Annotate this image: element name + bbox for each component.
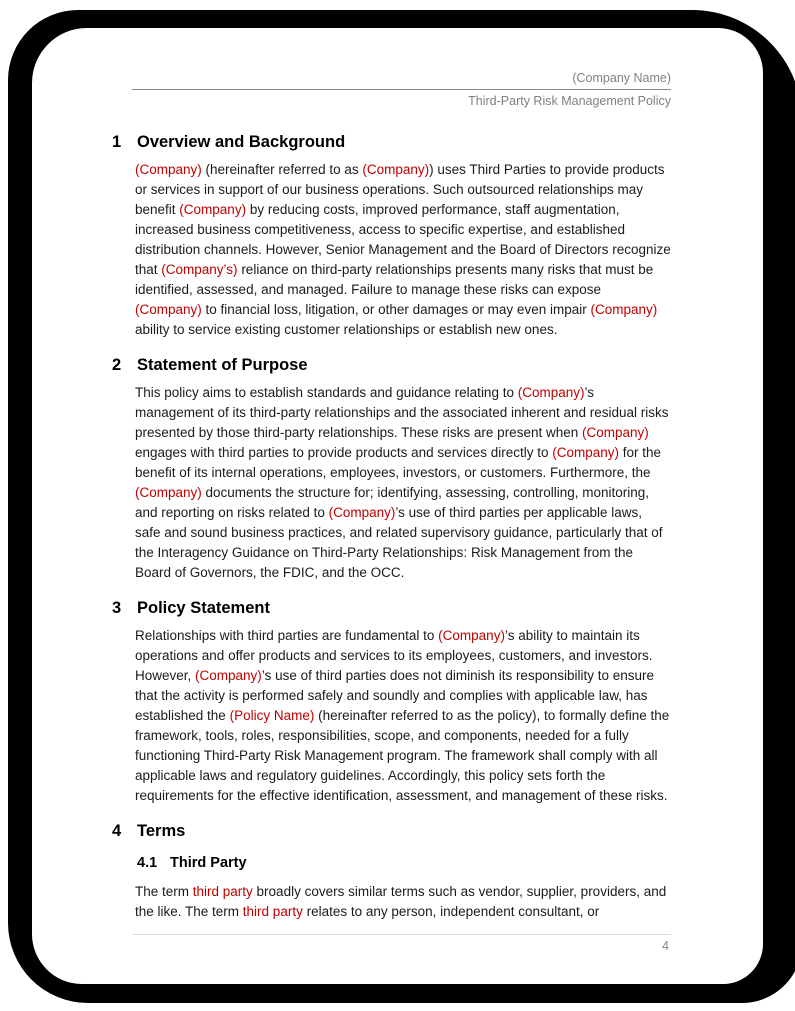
- section-title: Terms: [137, 822, 186, 840]
- section-number: 4: [112, 822, 122, 840]
- subsection-third-party: [112, 854, 671, 922]
- red-placeholder-text: (Company): [195, 668, 262, 683]
- body-text-segment: for the benefit of its internal operations, employees, investors, or customers. Furthermore, the: [135, 445, 662, 480]
- body-text-segment: broadly covers similar terms such as vendor, supplier, providers, and the like. The term: [135, 884, 667, 919]
- section-policy-statement: [112, 597, 671, 806]
- section-paragraph: [135, 626, 671, 806]
- red-placeholder-text: third party: [192, 884, 253, 899]
- section-title: Overview and Background: [137, 133, 346, 151]
- section-heading: [112, 354, 671, 376]
- red-placeholder-text: (Company): [362, 162, 430, 177]
- body-text-segment: ’s use of third parties does not diminish its responsibility to ensure that the activity is performed safely and soundly and complies with applicable law, has established the: [135, 668, 655, 723]
- red-placeholder-text: (Company): [328, 505, 396, 520]
- body-text-segment: Relationships with third parties are fundamental to: [135, 628, 439, 643]
- section-statement-of-purpose: [112, 354, 671, 583]
- section-number: 1: [112, 133, 122, 151]
- section-terms: [112, 820, 671, 842]
- red-placeholder-text: (Policy Name): [229, 708, 315, 723]
- section-overview-and-background: [112, 131, 671, 340]
- section-paragraph: [135, 160, 671, 340]
- body-text-segment: (hereinafter referred to as: [201, 162, 363, 177]
- section-heading: [112, 597, 671, 619]
- body-text-segment: ) uses Third Parties to provide products or services in support of our business operations. Such outsourced relationships may benefit: [135, 162, 665, 217]
- page-number: 4: [662, 939, 669, 953]
- section-number: 2: [112, 356, 122, 374]
- body-text-segment: reliance on third-party relationships presents many risks that must be identified, assessed, and managed. Failure to manage these risks can expose: [135, 262, 654, 297]
- body-text-segment: The term: [135, 884, 193, 899]
- page-header: [132, 70, 671, 109]
- body-text-segment: ’s use of third parties per applicable laws, safe and sound business practices, and related supervisory guidance, particularly that of the Interagency Guidance on Third-Party Relationships: Risk Management from the Board of Governors, the FDIC, and the OCC.: [135, 505, 663, 580]
- body-text-segment: ’s management of its third-party relationships and the associated inherent and residual risks presented by those third-party relationships. These risks are present when: [135, 385, 669, 440]
- body-text-segment: This policy aims to establish standards and guidance relating to: [135, 385, 518, 400]
- subsection-paragraph: [135, 882, 671, 922]
- body-text-segment: ability to service existing customer relationships or establish new ones.: [135, 322, 558, 337]
- page-footer: [132, 934, 671, 953]
- red-placeholder-text: (Company): [135, 162, 202, 177]
- red-placeholder-text: (Company): [179, 202, 247, 217]
- subsection-heading: [137, 854, 671, 873]
- body-text-segment: ’s ability to maintain its operations and offer products and services to its employees, customers, and investors. However,: [135, 628, 653, 683]
- red-placeholder-text: third party: [242, 904, 303, 919]
- red-placeholder-text: (Company): [135, 485, 202, 500]
- subsection-number: 4.1: [137, 855, 158, 871]
- section-title: Policy Statement: [137, 599, 270, 617]
- section-paragraph: [135, 383, 671, 583]
- red-placeholder-text: (Company): [135, 302, 202, 317]
- section-heading: [112, 131, 671, 153]
- red-placeholder-text: (Company): [517, 385, 585, 400]
- red-placeholder-text: (Company’s): [161, 262, 238, 277]
- header-company-name: (Company Name): [132, 70, 671, 90]
- subsection-title: Third Party: [170, 855, 247, 871]
- body-text-segment: engages with third parties to provide products and services directly to: [135, 445, 553, 460]
- document-page: [32, 28, 763, 984]
- red-placeholder-text: (Company): [552, 445, 619, 460]
- body-text-segment: (hereinafter referred to as the policy), to formally define the framework, tools, roles, responsibilities, scope, and components, needed for a fully functioning Third-Party Risk Management program. The framework shall comply with all applicable laws and regulatory guidelines. Accordingly, this policy sets forth the requirements for the effective identification, assessment, and management of these risks.: [135, 708, 670, 803]
- red-placeholder-text: (Company): [590, 302, 658, 317]
- body-text-segment: by reducing costs, improved performance, staff augmentation, increased business competitiveness, access to specific expertise, and established distribution channels. However, Senior Management and the Board of Directors recognize that: [135, 202, 671, 277]
- section-title: Statement of Purpose: [137, 356, 308, 374]
- red-placeholder-text: (Company): [438, 628, 505, 643]
- red-placeholder-text: (Company): [581, 425, 649, 440]
- body-text-segment: to financial loss, litigation, or other damages or may even impair: [201, 302, 591, 317]
- body-text-segment: documents the structure for; identifying, assessing, controlling, monitoring, and reporting on risks related to: [135, 485, 650, 520]
- body-text-segment: relates to any person, independent consultant, or: [302, 904, 600, 919]
- section-heading: [112, 820, 671, 842]
- header-doc-title: Third-Party Risk Management Policy: [468, 94, 671, 108]
- section-number: 3: [112, 599, 122, 617]
